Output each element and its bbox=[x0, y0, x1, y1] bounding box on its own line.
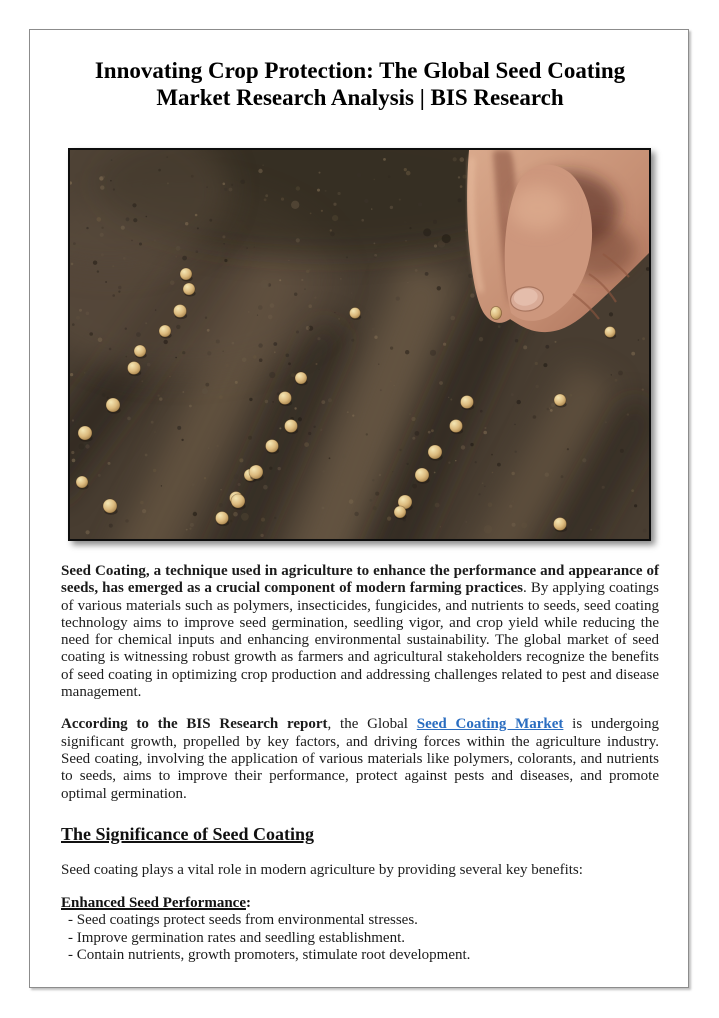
section-heading: The Significance of Seed Coating bbox=[61, 823, 315, 844]
page-title: Innovating Crop Protection: The Global Seed Coating Market Research Analysis | BIS Research bbox=[94, 58, 626, 110]
list-item: - Seed coatings protect seeds from environmental stresses. bbox=[68, 912, 418, 929]
report-paragraph-rest: is undergoing significant growth, propelled by key factors, and driving forces within the agriculture industry. Seed coating, involving the application of various materials like polymers, colorants, and nutrients to seeds, aims to improve their performance, protect against pests and diseases, and promote optimal germination. bbox=[61, 716, 659, 802]
benefits-list bbox=[61, 912, 659, 964]
document-page bbox=[29, 29, 689, 988]
report-paragraph-mid: , the Global bbox=[327, 716, 417, 733]
seed-planting-photo-svg bbox=[70, 150, 649, 539]
sub-heading bbox=[61, 895, 659, 912]
seed-planting-photo bbox=[68, 148, 651, 541]
sub-heading-colon: : bbox=[245, 895, 251, 912]
report-paragraph bbox=[61, 716, 659, 802]
intro-paragraph-rest: . By applying coatings of various materials such as polymers, insecticides, fungicides, and nutrients to seeds, seed coating technology aims to improve seed germination, seedling vigor, and crop yield while reducing the need for chemical inputs and enhancing environmental sustainability. The global market of seed coating is witnessing robust growth as farmers and agricultural stakeholders recognize the benefits of seed coating in optimizing crop production and addressing challenges related to pest and disease management. bbox=[61, 580, 659, 701]
report-paragraph-bold: According to the BIS Research report bbox=[61, 716, 328, 733]
seed-in-fingers bbox=[491, 307, 502, 320]
seed-coating-market-link[interactable]: Seed Coating Market bbox=[416, 716, 564, 733]
intro-paragraph bbox=[61, 563, 659, 701]
intro-paragraph-bold: Seed Coating, a technique used in agriculture to enhance the performance and appearance of seeds, has emerged as a crucial component of modern farming practices bbox=[61, 563, 659, 597]
list-item: - Contain nutrients, growth promoters, stimulate root development. bbox=[68, 947, 471, 964]
list-item: - Improve germination rates and seedling establishment. bbox=[68, 929, 405, 946]
sub-heading-text: Enhanced Seed Performance bbox=[61, 895, 246, 912]
section-intro: Seed coating plays a vital role in modern agriculture by providing several key benefits: bbox=[61, 861, 583, 878]
